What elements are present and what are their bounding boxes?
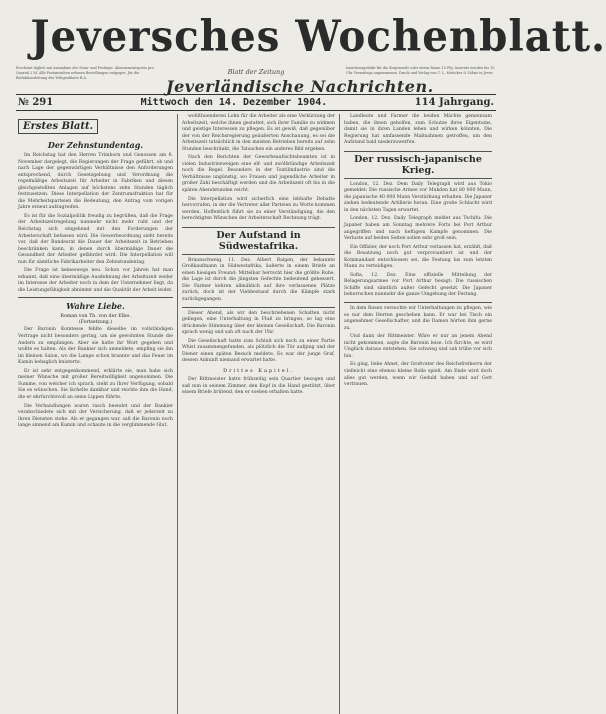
story-paragraph: In dem Rosen versuchte wir Unterhaltungen zu pflegen, wie es nur dem Herren geschehen kann. Er war bei Tisch ein angenehmer Gesellschafter, und die Damen hörten ihm gerne zu. bbox=[344, 306, 492, 331]
issue-number: № 291 bbox=[18, 97, 54, 108]
article-paragraph: Es ist für die Sozialpolitik freudig zu begrüßen, daß die Frage der Arbeitszeitregelung nunmehr nicht mehr ruht und der Reichstag sich eingehend mit den Forderungen der Arbeiterschaft befassen wird. Die Gewerbeordnung sieht bereits vor, daß der Bundesrat die Dauer der Arbeitszeit in Betrieben beschränken kann, in denen durch übermäßige Dauer die Gesundheit der Arbeiter gefährdet wird. Die Interpellation will nun für sämtliche Fabrikarbeiter den Zehnstundentag. bbox=[18, 213, 173, 265]
article-heading: Der Aufstand in Südwestafrika. bbox=[182, 227, 335, 255]
issue-date: Mittwoch den 14. Dezember 1904. bbox=[140, 97, 328, 108]
masthead bbox=[16, 8, 606, 96]
article-paragraph: Landleute und Farmer die beiden Mächte gemeinsam haben, die ihnen geholfen, zum Schutze ihres Eigentums, damit sie in ihren Landen leben und wirken könnten. Die Regierung hat umfassende Maßnahmen getroffen, um den Aufstand bald niederzuwerfen. bbox=[344, 114, 492, 146]
continuation-note: (Fortsetzung.) bbox=[79, 320, 112, 326]
advertising-info: Insertionsgebühr für die Korpuszeile oder deren Raum 15 Pfg. Inserate werden bis 10 Uhr Vormittags angenommen. Druck und Verlag von C. L. Mettcker & Söhne in Jever. bbox=[346, 66, 495, 75]
article-heading: Der russisch-japanische Krieg. bbox=[344, 151, 492, 179]
story-paragraph: Und dann der Rittmeister. Wäre er nur an jenem Abend nicht gekommen, sagte die Baronin leise. Ich fürchte, es wird Unglück daraus entstehen. Sie schwieg und sah trübe vor sich hin. bbox=[344, 334, 492, 359]
section-box: Erstes Blatt. bbox=[18, 119, 98, 134]
article-paragraph: London, 12. Dez. Dem Daily Telegraph wird aus Tokio gemeldet: Die russische Armee vor Mukden hat 80 000 Mann, die japanische 40 000 Mann Verstärkung erhalten. Die Japaner ziehen bedeutende Artillerie heran. Eine große Schlacht wird in den nächsten Tagen erwartet. bbox=[344, 181, 492, 213]
divider bbox=[344, 302, 492, 303]
subscription-info: Erscheint täglich mit Ausnahme der Sonn- und Festtage. Abonnementspreis pro Quartal 2 M. Alle Postanstalten nehmen Bestellungen entgegen. Jür die Redaktionsleitung des Wittgenblatts R.A. bbox=[16, 66, 154, 80]
article-paragraph: Braunschweig, 11. Dez. Albert Balgen, der bekannte Großkaufmann in Südwestafrika, äußerte in einem Briefe an einen hiesigen Freund: Mittelbar herrscht hier die größte Ruhe, die Lage ist durch die jüngsten Gefechte bedeutend gebessert. Die Farmer kehren allmählich auf ihre verlassenen Plätze zurück, doch ist der Viehbestand durch die Kämpfe stark zurückgegangen. bbox=[182, 257, 335, 303]
story-paragraph: Er ist sehr entgegenkommend, erklärte sie, man habe sich meiner Wünsche mit großer Bereitwilligkeit angenommen. Die Summe, von welcher ich sprach, steht zu Ihrer Verfügung, sobald Sie es wünschen. Sie lächelte dankbar und reichte ihm die Hand, die er ehrfurchtsvoll an seine Lippen führte. bbox=[18, 368, 173, 400]
divider bbox=[182, 307, 335, 308]
article-columns bbox=[16, 114, 496, 714]
byline: Roman von Th. von der Elbe. bbox=[60, 314, 131, 320]
article-paragraph: wohlthuenderen Lohn für die Arbeiter als eine Verkürzung der Arbeitszeit, welche ihnen gestattet, sich ihrer Familie zu widmen und geistige Interessen zu pflegen. Es ist gewiß, daß gegenüber der von der Reichsregierung geäußerten Anschauung, es sei die Arbeitszeit tatsächlich in den meisten Betrieben bereits auf zehn Stunden beschränkt, die Tatsachen ein anderes Bild ergeben. bbox=[182, 114, 335, 152]
feuilleton-heading: Wahre Liebe. bbox=[66, 301, 125, 312]
story-paragraph: Die Gesellschaft hatte zum Schluß sich noch zu einer Partie Whist zusammengefunden, als plötzlich die Tür aufging und der Diener einen späten Besuch meldete. Es war der junge Graf, dessen Ankunft niemand erwartet hatte. bbox=[182, 338, 335, 364]
divider bbox=[18, 297, 173, 298]
story-paragraph: Der Rittmeister hatte frühzeitig sein Quartier bezogen und saß nun in seinem Zimmer, den Kopf in die Hand gestützt, über einem Briefe brütend, den er soeben erhalten hatte. bbox=[182, 376, 335, 396]
newspaper-title: Jeversches Wochenblatt. bbox=[30, 12, 606, 62]
chapter-heading: Drittes Kapitel. bbox=[223, 367, 294, 374]
article-paragraph: Sofia, 12. Dez. Eine offizielle Mitteilung der Belagerungsarmee vor Port Arthur besagt: Die russischen Schiffe sind sämtlich außer Gefecht gesetzt. Die Japaner beherrschen nunmehr die ganze Umgebung der Festung. bbox=[344, 272, 492, 298]
newspaper-subtitle: Jeverländische Nachrichten. bbox=[166, 77, 434, 96]
masthead-info-row bbox=[16, 66, 496, 96]
article-paragraph: Die Frage ist keineswegs neu. Schon vor Jahren hat man erkannt, daß eine übermäßige Ausdehnung der Arbeitszeit weder im Interesse der Arbeiter noch in dem der Unternehmer liegt, da die Leistungsfähigkeit abnimmt und die Qualität der Arbeit leidet. bbox=[18, 268, 173, 293]
motto: Blatt der Zeitung bbox=[227, 68, 285, 76]
column-3 bbox=[340, 114, 496, 714]
column-1 bbox=[16, 114, 178, 714]
column-2 bbox=[178, 114, 340, 714]
article-paragraph: Die Interpellation wird sicherlich eine lebhafte Debatte hervorrufen, in der die Vertreter aller Parteien zu Worte kommen werden. Hoffentlich führt sie zu einer Verständigung, die den berechtigten Wünschen der Arbeiterschaft Rechnung trägt. bbox=[182, 196, 335, 222]
story-paragraph: Es ging, liebe Ahnet, der Großvater des Reichsfreiherrn der vielleicht eine ebenso kleine Rolle spielt. Am Ende wird doch alles gut werden, wenn wir Geduld haben und auf Gott vertrauen. bbox=[344, 362, 492, 388]
article-paragraph: London, 12. Dez. Daily Telegraph meldet aus Tschifu: Die Japaner haben am Sonntag mehrere Forts bei Port Arthur angegriffen und nach heftigem Kampfe genommen. Die Verluste auf beiden Seiten sollen sehr groß sein. bbox=[344, 216, 492, 242]
story-paragraph: Dieser Abend, als wir den beschriebenen Schatten nicht gelingen, eine Unterhaltung in Fluß zu bringen, so lag eine drückende Stimmung über der kleinen Gesellschaft. Die Baronin sprach wenig und sah oft nach der Uhr. bbox=[182, 310, 335, 336]
volume-year: 114 Jahrgang. bbox=[414, 97, 494, 108]
article-paragraph: Im Reichstag hat den Herren Trimborn und Genossen am 6. November dargelegt, die Regierungen der Frage geführt, ob und nach Lage der gegenwärtigen Verhältnisse den Anforderungen entsprechend, durch Gesetzgebung und Verordnung die regelmäßige Arbeitszeit für Arbeiter in Fabriken und diesen gleichgestellten Anlagen auf höchstens zehn Stunden täglich festzusetzen. Diese Interpellation der Zentrumsfraktion hat für die Mehrheitsparteien die Bedeutung, den Antrag vom vorigen Jahre erneut aufzugreifen. bbox=[18, 153, 173, 211]
article-heading: Der Zehnstundentag. bbox=[47, 140, 144, 150]
article-paragraph: Nach den Berichten der Gewerbeaufsichtsbeamten ist in vielen Industriezweigen eine elf- und zwölfstündige Arbeitszeit noch die Regel. Besonders in der Textilindustrie sind die Verhältnisse ungünstig, wo Frauen und jugendliche Arbeiter in großer Zahl beschäftigt werden und die Arbeitszeit oft bis in die späten Abendstunden reicht. bbox=[182, 155, 335, 194]
story-paragraph: Die Verhandlungen waren rasch beendet und der Bankier verabschiedete sich mit der Versicherung, daß er jederzeit zu ihren Diensten stehe. Als er gegangen war, saß die Baronin noch lange sinnend am Kamin und schaute in die verglimmende Glut. bbox=[18, 403, 173, 429]
dateline bbox=[16, 94, 496, 111]
story-paragraph: Der Baronin Komtesse fehlte dieselbe im vollständigen Vertrage nicht besonders gering, um sie gewohnten Stunde die Andern zu empfangen. Aber sie hatte ihr Wort gegeben und wollte es halten. Als der Bankier sich anmeldete, empfing sie ihn im kleinen Salon, wo die Lampe schon brannte und das Feuer im Kamin behaglich knisterte. bbox=[18, 327, 173, 366]
article-paragraph: Ein Offizier, der noch Port Arthur verlassen hat, erzählt, daß die Besatzung noch gut verproviantiert ist und der Kommandant entschlossen sei, die Festung bis zum letzten Mann zu verteidigen. bbox=[344, 244, 492, 270]
